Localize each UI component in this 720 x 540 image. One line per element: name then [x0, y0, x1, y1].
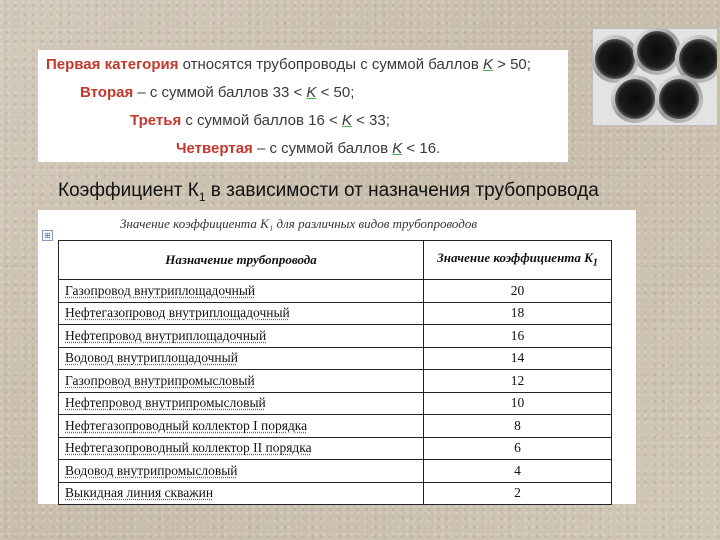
pipeline-purpose-cell: Нефтегазопроводный коллектор I порядка [59, 415, 424, 438]
pipeline-purpose-cell: Нефтегазопроводный коллектор II порядка [59, 437, 424, 460]
category-line-3 [130, 112, 390, 129]
k1-value-cell: 6 [424, 437, 612, 460]
category-text: с суммой баллов 16 < [181, 112, 342, 129]
k-symbol: K [341, 112, 352, 129]
table-body [59, 280, 612, 505]
k1-value-cell: 12 [424, 370, 612, 393]
heading-subscript: 1 [198, 189, 206, 204]
table-row [59, 325, 612, 348]
col-header-value-text: Значение коэффициента K [437, 249, 593, 265]
category-text: относятся трубопроводы с суммой баллов [178, 56, 483, 73]
category-line-4 [176, 140, 440, 157]
k1-value-cell: 14 [424, 347, 612, 370]
table-row [59, 415, 612, 438]
category-line-1 [46, 56, 531, 73]
table-row [59, 392, 612, 415]
k-symbol: K [306, 84, 317, 101]
pipeline-purpose-cell: Нефтепровод внутриплощадочный [59, 325, 424, 348]
category-text: – с суммой баллов 33 < [133, 84, 307, 101]
steel-pipes-photo [592, 28, 718, 126]
table-row [59, 302, 612, 325]
pipeline-purpose-cell: Водовод внутриплощадочный [59, 347, 424, 370]
heading-text: Коэффициент К [58, 180, 199, 201]
category-label: Вторая [80, 84, 134, 101]
category-text-end: < 33; [351, 112, 390, 129]
table-row [59, 437, 612, 460]
category-text: – с суммой баллов [252, 140, 393, 157]
col-header-value [424, 241, 612, 280]
category-text-end: < 16. [402, 140, 441, 157]
category-text-end: < 50; [316, 84, 355, 101]
pipeline-purpose-cell: Водовод внутрипромысловый [59, 460, 424, 483]
k1-value-cell: 20 [424, 280, 612, 303]
table-row [59, 482, 612, 505]
table-caption: Значение коэффициента K₁ для различных видов трубопроводов [120, 216, 477, 231]
table-row [59, 460, 612, 483]
pipeline-purpose-cell: Выкидная линия скважин [59, 482, 424, 505]
category-label: Первая категория [46, 56, 179, 73]
pipeline-purpose-cell: Газопровод внутрипромысловый [59, 370, 424, 393]
k1-value-cell: 8 [424, 415, 612, 438]
table-row [59, 370, 612, 393]
k1-value-cell: 2 [424, 482, 612, 505]
k1-table-box [38, 210, 636, 504]
col-header-purpose: Назначение трубопровода [59, 241, 424, 280]
steel-pipes-illustration [593, 29, 717, 125]
pipeline-categories-box [38, 50, 568, 162]
k-symbol: K [482, 56, 493, 73]
pipeline-purpose-cell: Нефтепровод внутрипромысловый [59, 392, 424, 415]
category-text-end: > 50; [493, 56, 531, 73]
table-row [59, 280, 612, 303]
table-anchor-icon[interactable]: ⊞ [42, 230, 53, 241]
k-symbol: K [392, 140, 403, 157]
k1-value-cell: 18 [424, 302, 612, 325]
k1-value-cell: 4 [424, 460, 612, 483]
k1-value-cell: 16 [424, 325, 612, 348]
pipeline-purpose-cell: Нефтегазопровод внутриплощадочный [59, 302, 424, 325]
category-label: Третья [130, 112, 182, 129]
table-header-row [59, 241, 612, 280]
pipeline-purpose-cell: Газопровод внутриплощадочный [59, 280, 424, 303]
k1-table [58, 240, 612, 505]
col-header-value-sub: 1 [592, 257, 598, 269]
category-line-2 [80, 84, 354, 101]
page-heading [58, 180, 599, 204]
table-row [59, 347, 612, 370]
k1-value-cell: 10 [424, 392, 612, 415]
heading-rest: в зависимости от назначения трубопровода [205, 180, 599, 201]
category-label: Четвертая [176, 140, 253, 157]
